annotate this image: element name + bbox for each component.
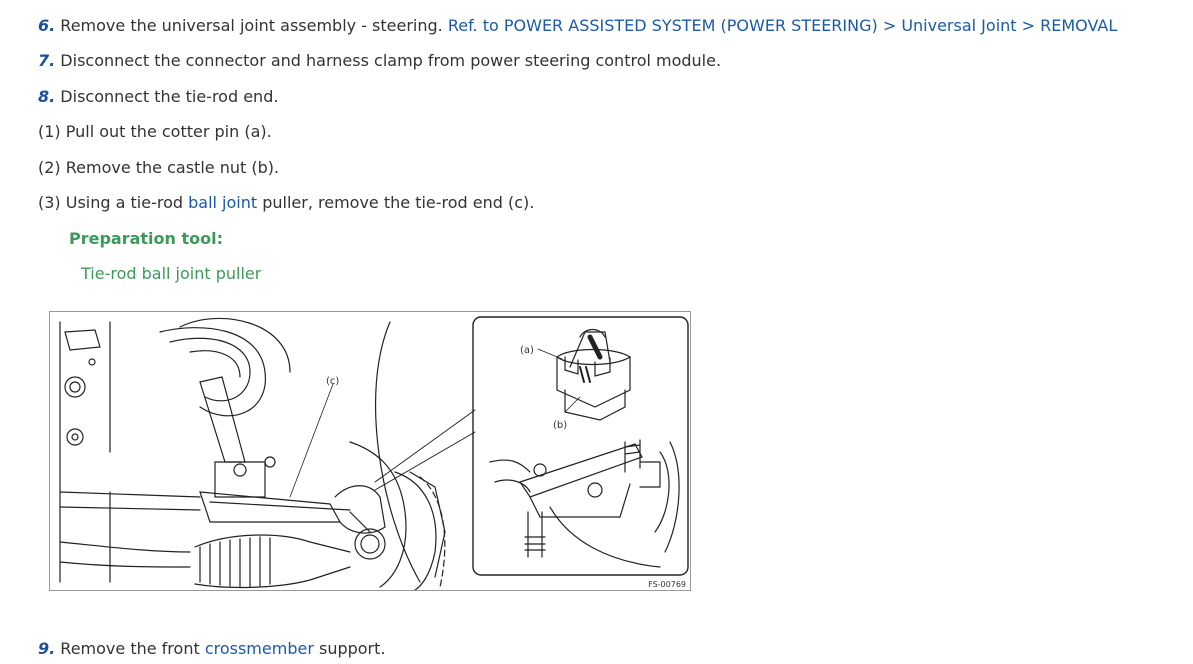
step-number: 8. [38,87,56,106]
illustration-drawing [50,312,691,591]
step-number: 7. [38,51,56,70]
step-7 [38,51,721,71]
step-6 [38,16,1117,36]
label-a: (a) [520,345,534,356]
preparation-tool-name: Tie-rod ball joint puller [81,264,262,283]
step-number: 9. [38,639,56,658]
ball-joint-link[interactable]: ball joint [188,193,258,212]
preparation-tool-heading: Preparation tool: [69,229,224,248]
substep-1: (1) Pull out the cotter pin (a). [38,122,272,141]
label-b: (b) [553,420,568,431]
substep-text: (3) Using a tie-rod [38,193,189,212]
step-text: Remove the front [55,639,205,658]
step-text: support. [313,639,386,658]
label-c: (c) [326,376,340,387]
substep-2: (2) Remove the castle nut (b). [38,158,280,177]
figure-code: FS-00769 [648,580,686,589]
tie-rod-removal-illustration [49,311,691,591]
step-9 [38,639,386,659]
reference-link[interactable]: Ref. to POWER ASSISTED SYSTEM (POWER STEERING) > Universal Joint > REMOVAL [447,16,1118,35]
substep-text: puller, remove the tie-rod end (c). [257,193,535,212]
step-text: Remove the universal joint assembly - steering. [55,16,448,35]
step-number: 6. [38,16,56,35]
crossmember-link[interactable]: crossmember [204,639,314,658]
step-text: Disconnect the connector and harness clamp from power steering control module. [55,51,722,70]
step-text: Disconnect the tie-rod end. [55,87,279,106]
substep-3 [38,193,534,213]
step-8 [38,87,278,107]
